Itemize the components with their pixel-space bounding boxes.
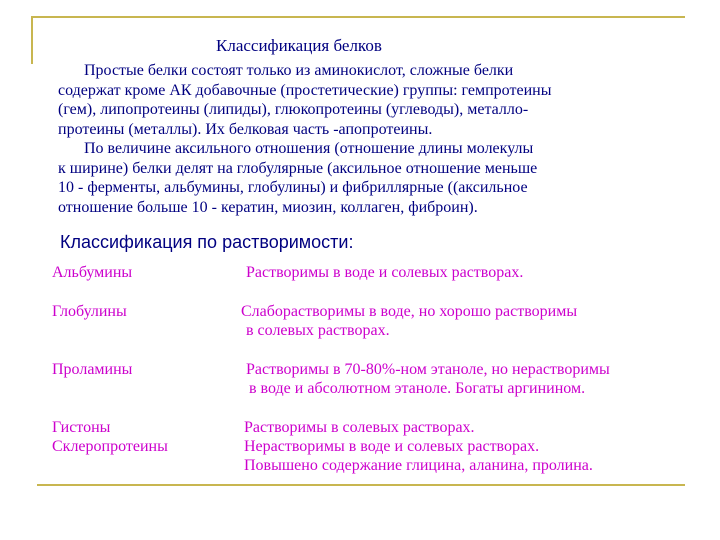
intro-line: к ширине) белки делят на глобулярные (аксильное отношение меньше [58,159,538,177]
class-name-scleroproteins: Склеропротеины [52,438,168,455]
class-desc-histones: Растворимы в солевых растворах. [244,419,475,436]
intro-line: Простые белки состоят только из аминокислот, сложные белки [84,62,514,79]
class-name-globulins: Глобулины [52,303,127,320]
left-border-line [31,16,33,64]
class-desc-scleroproteins: Повышено содержание глицина, аланина, пролина. [244,457,593,474]
intro-line: 10 - ферменты, альбумины, глобулины) и фибриллярные ((аксильное [58,179,528,196]
intro-line: отношение больше 10 - кератин, миозин, коллаген, фиброин). [58,198,478,216]
class-name-albumins: Альбумины [52,264,133,281]
intro-line: По величине аксильного отношения (отношение длины молекулы [84,140,534,157]
class-desc-prolamins: Растворимы в 70-80%-ном этаноле, но нерастворимы [246,361,610,378]
class-desc-prolamins: в воде и абсолютном этаноле. Богаты аргинином. [249,380,586,397]
class-desc-globulins: Слаборастворимы в воде, но хорошо растворимы [241,303,578,320]
class-desc-globulins: в солевых растворах. [246,322,390,339]
top-border-line [31,16,685,18]
intro-line: (гем), липопротеины (липиды), глюкопротеины (углеводы), металло- [58,101,529,118]
intro-line: содержат кроме АК добавочные (простетические) группы: гемпротеины [58,81,552,99]
class-desc-albumins: Растворимы в воде и солевых растворах. [246,264,524,281]
class-name-histones: Гистоны [52,419,111,436]
class-name-prolamins: Проламины [52,361,133,378]
intro-paragraph [58,61,668,217]
intro-line: протеины (металлы). Их белковая часть -апопротеины. [58,120,433,138]
solubility-subheading: Классификация по растворимости: [60,232,354,252]
class-desc-scleroproteins: Нерастворимы в воде и солевых растворах. [244,438,540,455]
slide-title: Классификация белков [216,36,382,55]
bottom-border-line [37,484,685,486]
